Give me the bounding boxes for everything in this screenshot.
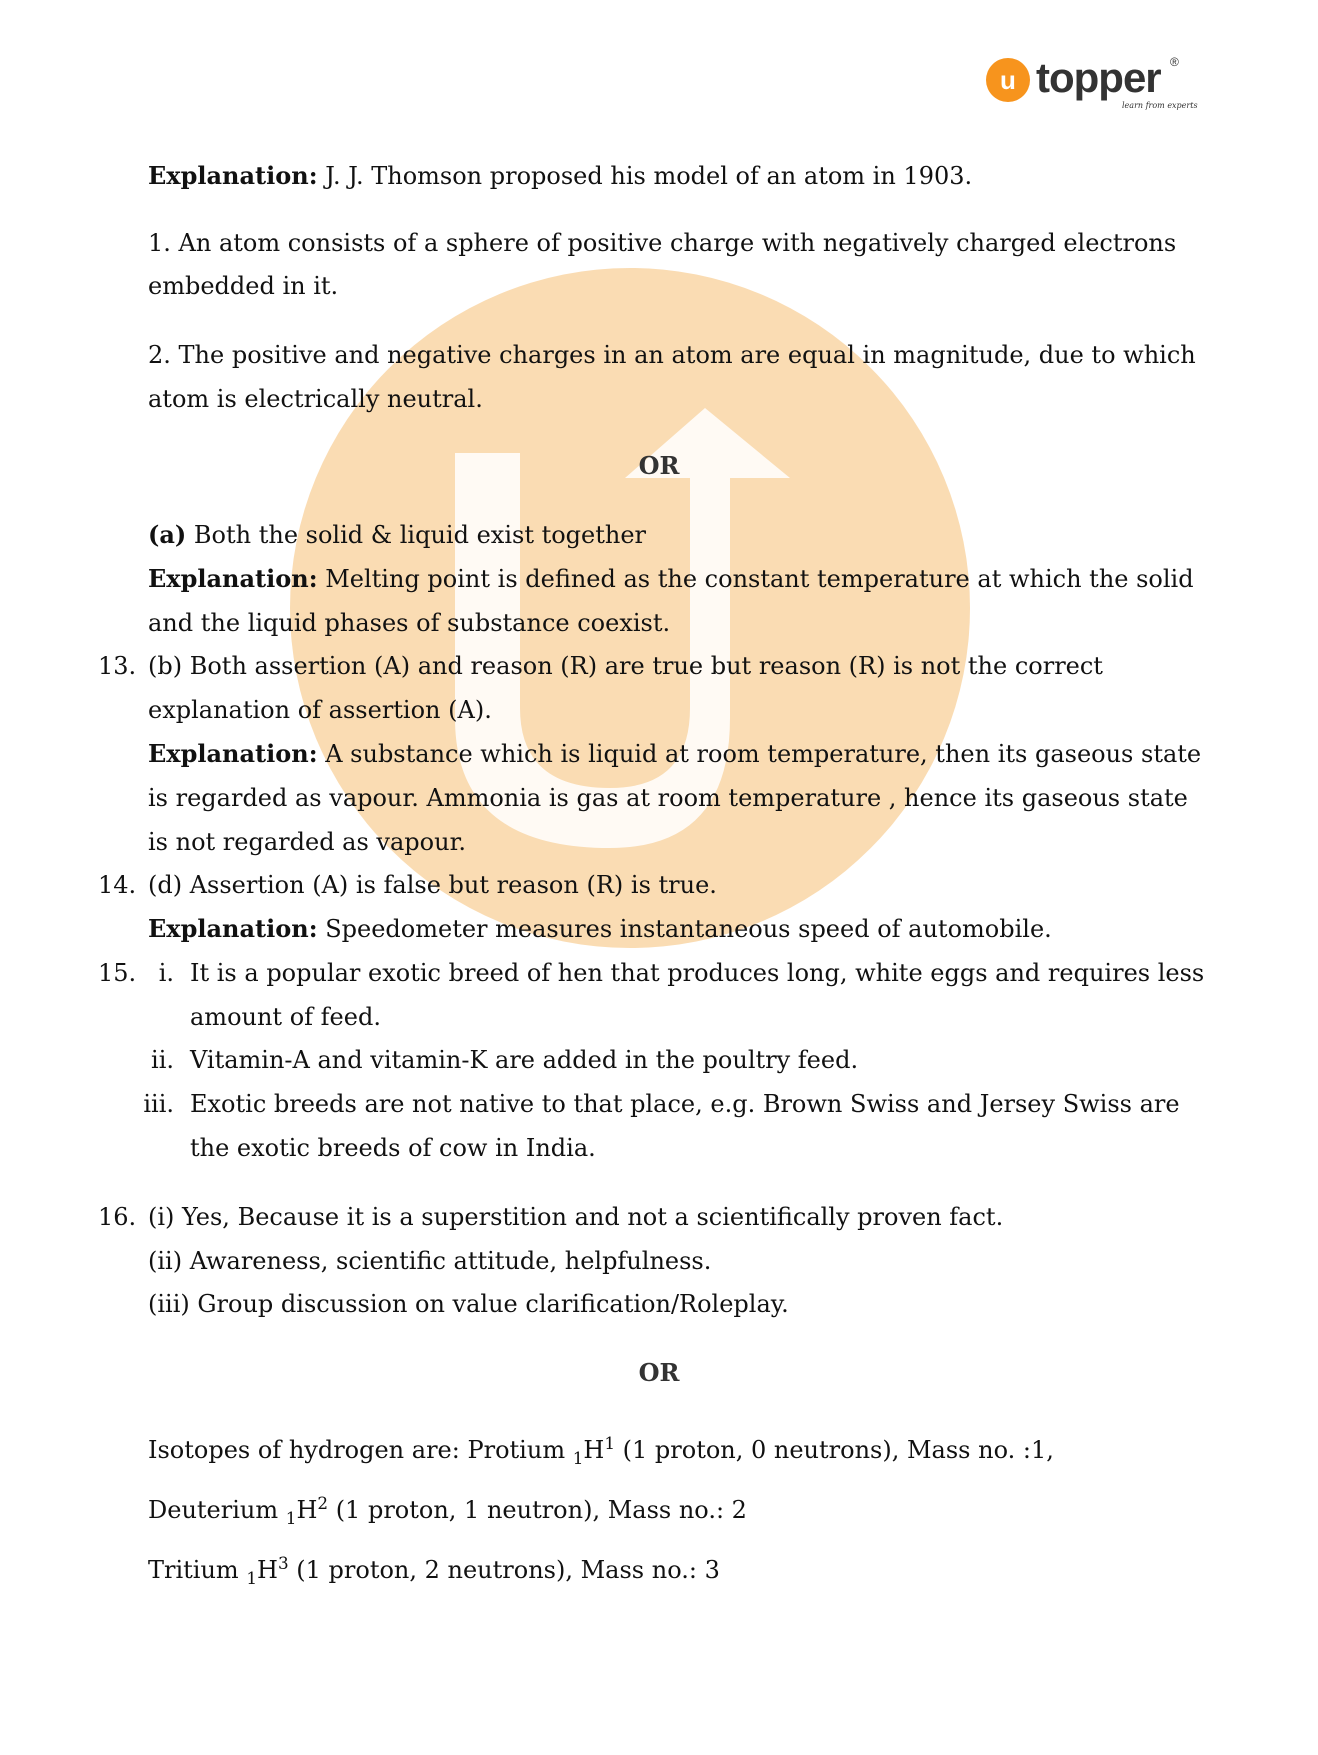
point-1-line-1: 1. An atom consists of a sphere of positive charge with negatively charged electrons	[148, 229, 1177, 257]
explanation-melting-line-1: Explanation: Melting point is defined as the constant temperature at which the solid	[148, 564, 1194, 593]
point-1-line-2: embedded in it.	[148, 272, 339, 300]
or-divider-1: OR	[638, 451, 680, 480]
explanation-melting-line-2: and the liquid phases of substance coexist.	[148, 609, 671, 637]
answer-16-iii: (iii) Group discussion on value clarification/Roleplay.	[148, 1290, 789, 1318]
answer-15-iii-line-1: Exotic breeds are not native to that place, e.g. Brown Swiss and Jersey Swiss are	[190, 1090, 1180, 1118]
explanation-13-line-3: is not regarded as vapour.	[148, 828, 467, 856]
answer-13-line-2: explanation of assertion (A).	[148, 696, 492, 724]
logo-text: topper	[1036, 54, 1161, 101]
isotope-protium: Isotopes of hydrogen are: Protium $_1H^1$ (1 proton, 0 neutrons), Mass no. :1,	[148, 1433, 1054, 1468]
list-marker-i: i.	[158, 959, 174, 987]
answer-15-iii-line-2: the exotic breeds of cow in India.	[190, 1134, 596, 1162]
isotope-deuterium: Deuterium $_1H^2$ (1 proton, 1 neutron), Mass no.: 2	[148, 1493, 747, 1528]
question-number-16: 16.	[98, 1203, 137, 1231]
logo-tagline: learn from experts	[1122, 101, 1198, 110]
point-2-line-2: atom is electrically neutral.	[148, 385, 483, 413]
point-2-line-1: 2. The positive and negative charges in an atom are equal in magnitude, due to which	[148, 341, 1196, 369]
answer-14: (d) Assertion (A) is false but reason (R) is true.	[148, 871, 717, 899]
list-marker-iii: iii.	[143, 1090, 174, 1118]
registered-mark: ®	[1170, 55, 1179, 69]
explanation-thomson: Explanation: J. J. Thomson proposed his model of an atom in 1903.	[148, 161, 973, 190]
answer-16-i: (i) Yes, Because it is a superstition and not a scientifically proven fact.	[148, 1203, 1004, 1231]
answer-15-i-line-2: amount of feed.	[190, 1003, 381, 1031]
answer-13-line-1: (b) Both assertion (A) and reason (R) are true but reason (R) is not the correct	[148, 652, 1103, 680]
answer-a: (a) Both the solid & liquid exist together	[148, 520, 647, 549]
answer-15-i-line-1: It is a popular exotic breed of hen that produces long, white eggs and requires less	[190, 959, 1205, 987]
explanation-14: Explanation: Speedometer measures instantaneous speed of automobile.	[148, 914, 1052, 943]
explanation-13-line-2: is regarded as vapour. Ammonia is gas at room temperature , hence its gaseous state	[148, 784, 1188, 812]
isotope-tritium: Tritium $_1H^3$ (1 proton, 2 neutrons), Mass no.: 3	[148, 1553, 720, 1588]
list-marker-ii: ii.	[151, 1046, 174, 1074]
logo-icon-glyph: u	[1000, 65, 1016, 95]
answer-15-ii: Vitamin-A and vitamin-K are added in the poultry feed.	[190, 1046, 859, 1074]
label: Explanation:	[148, 161, 318, 190]
question-number-15: 15.	[98, 959, 137, 987]
question-number-14: 14.	[98, 871, 137, 899]
question-number-13: 13.	[98, 652, 137, 680]
explanation-13-line-1: Explanation: A substance which is liquid at room temperature, then its gaseous state	[148, 739, 1202, 768]
answer-16-ii: (ii) Awareness, scientific attitude, helpfulness.	[148, 1247, 712, 1275]
or-divider-2: OR	[638, 1358, 680, 1387]
